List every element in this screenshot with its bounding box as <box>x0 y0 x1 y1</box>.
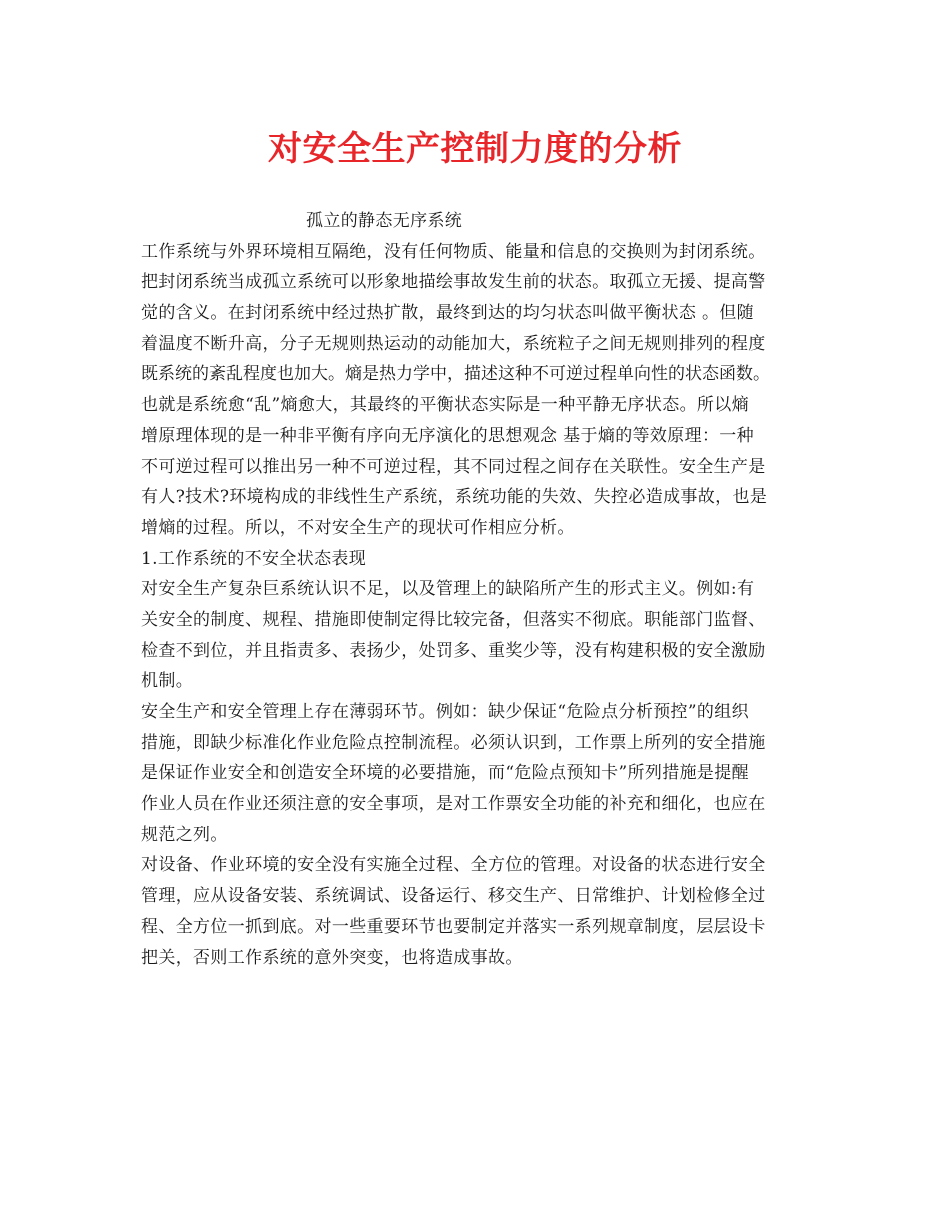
paragraph-line: 增熵的过程。所以，不对安全生产的现状可作相应分析。 <box>141 517 575 538</box>
paragraph-line: 安全生产和安全管理上存在薄弱环节。例如：缺少保证“危险点分析预控”的组织 <box>141 702 749 722</box>
paragraph-line: 检查不到位，并且指责多、表扬少，处罚多、重奖少等，没有构建积极的安全激励 <box>141 640 766 661</box>
section-subtitle: 孤立的静态无序系统 <box>306 211 463 231</box>
paragraph-line: 把封闭系统当成孤立系统可以形象地描绘事故发生前的状态。取孤立无援、提高警 <box>141 272 766 293</box>
document-body <box>141 206 831 973</box>
paragraph-line: 对设备、作业环境的安全没有实施全过程、全方位的管理。对设备的状态进行安全 <box>141 855 766 876</box>
paragraph-line: 是保证作业安全和创造安全环境的必要措施，而“危险点预知卡”所列措施是提醒 <box>141 763 749 784</box>
paragraph-line: 关安全的制度、规程、措施即使制定得比较完备，但落实不彻底。职能部门监督、 <box>141 609 766 630</box>
paragraph-line: 不可逆过程可以推出另一种不可逆过程，其不同过程之间存在关联性。安全生产是 <box>141 456 766 477</box>
paragraph-line: 有人?技术?环境构成的非线性生产系统，系统功能的失效、失控必造成事故，也是 <box>141 487 768 508</box>
section-heading: 1.工作系统的不安全状态表现 <box>141 548 367 569</box>
document-title: 对安全生产控制力度的分析 <box>268 129 682 169</box>
paragraph-line: 把关，否则工作系统的意外突变，也将造成事故。 <box>141 947 523 968</box>
paragraph-line: 既系统的紊乱程度也加大。熵是热力学中，描述这种不可逆过程单向性的状态函数。 <box>141 364 770 385</box>
paragraph-line: 措施，即缺少标准化作业危险点控制流程。必须认识到，工作票上所列的安全措施 <box>141 732 766 753</box>
paragraph-line: 工作系统与外界环境相互隔绝，没有任何物质、能量和信息的交换则为封闭系统。 <box>141 241 766 262</box>
paragraph-line: 也就是系统愈“乱”熵愈大，其最终的平衡状态实际是一种平静无序状态。所以熵 <box>141 395 749 416</box>
paragraph-line: 着温度不断升高，分子无规则热运动的动能加大，系统粒子之间无规则排列的程度 <box>141 333 766 354</box>
paragraph-line: 增原理体现的是一种非平衡有序向无序演化的思想观念 基于熵的等效原理：一种 <box>141 425 755 446</box>
paragraph-line: 规范之列。 <box>141 824 228 845</box>
paragraph-line: 对安全生产复杂巨系统认识不足，以及管理上的缺陷所产生的形式主义。例如:有 <box>141 579 755 600</box>
paragraph-line: 机制。 <box>141 671 194 692</box>
paragraph-line: 作业人员在作业还须注意的安全事项，是对工作票安全功能的补充和细化，也应在 <box>141 794 766 815</box>
paragraph-line: 程、全方位一抓到底。对一些重要环节也要制定并落实一系列规章制度，层层设卡 <box>141 916 766 937</box>
paragraph-line: 觉的含义。在封闭系统中经过热扩散，最终到达的均匀状态叫做平衡状态 。但随 <box>141 303 755 324</box>
paragraph-line: 管理，应从设备安装、系统调试、设备运行、移交生产、日常维护、计划检修全过 <box>141 886 766 907</box>
